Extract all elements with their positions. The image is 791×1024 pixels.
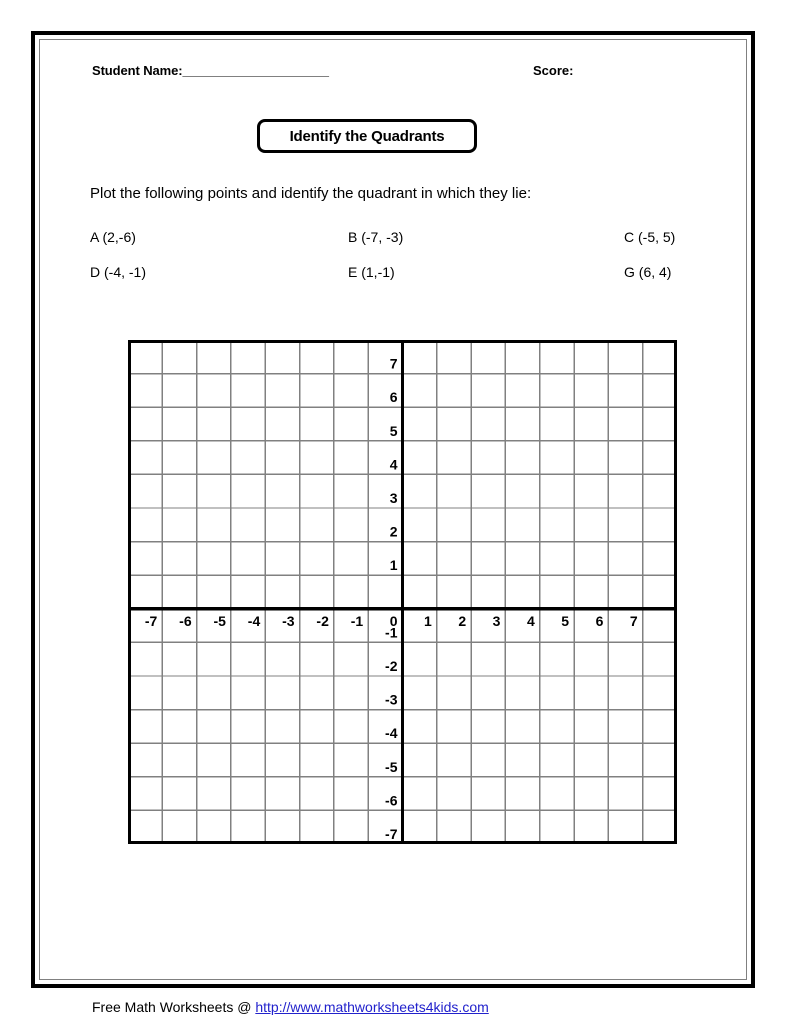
score-label: Score: (533, 63, 574, 78)
point-item-g: G (6, 4) (624, 264, 672, 280)
y-axis-tick-label: -2 (385, 658, 398, 674)
point-item-a: A (2,-6) (90, 229, 136, 245)
instruction-text: Plot the following points and identify the quadrant in which they lie: (90, 185, 532, 202)
point-item-b: B (-7, -3) (348, 229, 404, 245)
y-axis-tick-label: 6 (389, 389, 398, 406)
x-axis-tick-label: -7 (144, 612, 158, 629)
point-item-c: C (-5, 5) (624, 229, 676, 245)
x-axis-tick-label: 1 (424, 612, 432, 629)
page-title: Identify the Quadrants (289, 127, 445, 145)
student-name-text: Student Name: (92, 63, 183, 78)
y-axis-tick-label: 5 (389, 422, 398, 439)
y-axis-tick-label: -1 (385, 624, 398, 641)
y-axis-tick-labels (385, 356, 398, 842)
title-box (257, 119, 477, 153)
x-axis-tick-label: 5 (561, 612, 570, 629)
y-axis-tick-label: 2 (389, 523, 398, 540)
x-axis-tick-label: -2 (316, 612, 329, 629)
footer-url-link[interactable]: http://www.mathworksheets4kids.com (255, 999, 489, 1015)
x-axis-tick-label: 6 (595, 612, 604, 629)
x-axis-tick-label: -3 (282, 612, 295, 629)
y-axis-tick-label: -5 (385, 758, 398, 775)
y-axis-tick-label: -7 (385, 826, 398, 842)
footer-text: Free Math Worksheets @ (92, 999, 256, 1015)
y-axis-tick-label: -4 (385, 725, 398, 742)
x-axis-tick-label: 2 (458, 612, 467, 629)
coordinate-plane-svg[interactable] (128, 340, 677, 844)
y-axis-tick-label: 1 (389, 557, 398, 574)
x-axis-tick-label: -5 (213, 612, 226, 629)
y-axis-tick-label: -6 (385, 792, 398, 809)
y-axis-tick-label: -3 (385, 691, 398, 708)
footer (92, 999, 489, 1015)
x-axis-tick-label: -6 (179, 612, 192, 629)
point-item-e: E (1,-1) (348, 264, 395, 280)
x-axis-tick-label: 3 (492, 612, 501, 629)
y-axis-tick-label: 3 (389, 490, 398, 506)
coordinate-grid[interactable] (128, 340, 677, 844)
x-axis-tick-label: 7 (629, 612, 638, 629)
axis-lines (128, 340, 677, 844)
x-axis-tick-label: 4 (526, 612, 535, 629)
x-axis-tick-label: 0 (389, 612, 398, 629)
student-name-blank-line[interactable]: _______________________ (182, 63, 329, 78)
y-axis-tick-label: 4 (389, 456, 398, 473)
student-name-label (92, 63, 328, 78)
x-axis-tick-label: -4 (247, 612, 261, 629)
point-item-d: D (-4, -1) (90, 264, 146, 280)
x-axis-tick-label: -1 (350, 612, 364, 629)
y-axis-tick-label: 7 (389, 355, 398, 372)
